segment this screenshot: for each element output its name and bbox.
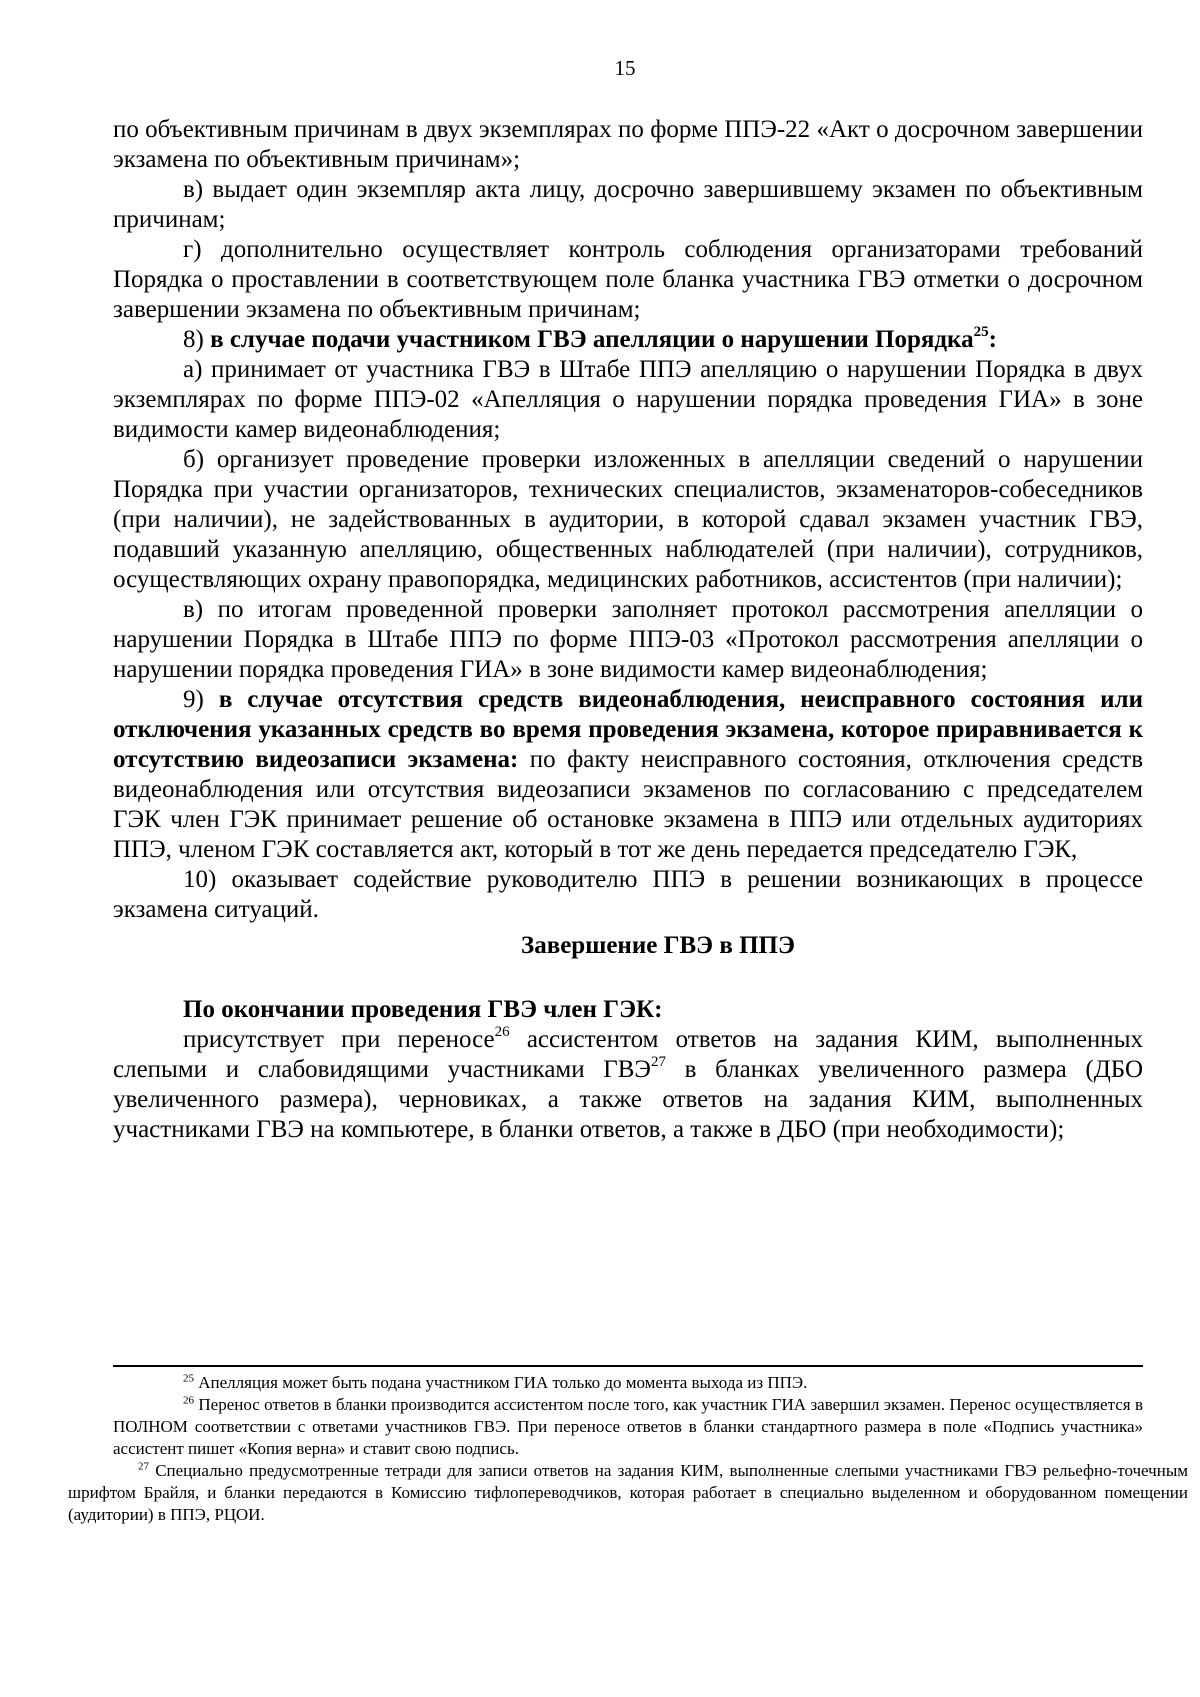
paragraph-item-9 <box>113 685 1143 865</box>
footnote-number: 25 <box>183 1372 194 1385</box>
text-part: в бланках увеличенного размера (ДБО увеличенного размера), черновиках, а также ответов на задания КИМ, выполненных участниками ГВЭ на компьютере, в бланки ответов, а также в ДБО (при необходимости); <box>113 1056 1143 1143</box>
paragraph-item-g: г) дополнительно осуществляет контроль соблюдения организаторами требований Порядка о проставлении в соответствующем поле бланка участника ГВЭ отметки о досрочном завершении экзамена по объективным причинам; <box>113 236 1143 323</box>
paragraph-item-a: а) принимает от участника ГВЭ в Штабе ППЭ апелляцию о нарушении Порядка в двух экземплярах по форме ППЭ-02 «Апелляция о нарушении порядка проведения ГИА» в зоне видимости камер видеонаблюдения; <box>113 356 1143 443</box>
body-text <box>113 115 1143 1145</box>
footnote-text: Специально предусмотренные тетради для записи ответов на задания КИМ, выполненные слепыми участниками ГВЭ рельефно-точечным шрифтом Брайля, и бланки передаются в Комиссию тифлопереводчиков, которая работает в специально выделенном и оборудованном помещении (аудитории) в ППЭ, РЦОИ. <box>68 1461 1188 1524</box>
item-text: по факту неисправного состояния, отключения средств видеонаблюдения или отсутствия видеозаписи экзаменов по согласованию с председателем ГЭК член ГЭК принимает решение об остановке экзамена в ППЭ или отдельных аудиториях ППЭ, членом ГЭК составляется акт, который в тот же день передается председателю ГЭК, <box>113 746 1143 863</box>
paragraph-item-v2: в) по итогам проведенной проверки заполняет протокол рассмотрения апелляции о нарушении Порядка в Штабе ППЭ по форме ППЭ-03 «Протокол рассмотрения апелляции о нарушении порядка проведения ГИА» в зоне видимости камер видеонаблюдения; <box>113 596 1143 683</box>
footnote-text: Перенос ответов в бланки производится ассистентом после того, как участник ГИА завершил экзамен. Перенос осуществляется в ПОЛНОМ соответствии с ответами участников ГВЭ. При переносе ответов в бланки стандартного размера в поле «Подпись участника» ассистент пишет «Копия верна» и ставит свою подпись. <box>113 1395 1143 1458</box>
text-part: присутствует при переносе <box>183 1026 495 1053</box>
section-heading: Завершение ГВЭ в ППЭ <box>521 932 795 959</box>
footnote-number: 26 <box>183 1394 194 1407</box>
page-number: 15 <box>614 56 636 80</box>
item-colon: : <box>988 326 997 353</box>
paragraph-continuation: по объективным причинам в двух экземплярах по форме ППЭ-22 «Акт о досрочном завершении экзамена по объективным причинам»; <box>113 116 1143 173</box>
footnote-number: 27 <box>138 1460 149 1473</box>
footnote-ref-26: 26 <box>494 1023 510 1040</box>
paragraph-item-b: б) организует проведение проверки изложенных в апелляции сведений о нарушении Порядка при участии организаторов, технических специалистов, экзаменаторов-собеседников (при наличии), не задействованных в аудитории, в которой сдавал экзамен участник ГВЭ, подавший указанную апелляцию, общественных наблюдателей (при наличии), сотрудников, осуществляющих охрану правопорядка, медицинских работников, ассистентов (при наличии); <box>113 446 1143 593</box>
footnotes <box>68 1372 1188 1526</box>
paragraph-item-10: 10) оказывает содействие руководителю ППЭ в решении возникающих в процессе экзамена ситуаций. <box>113 866 1143 923</box>
footnote-separator <box>113 1365 1143 1367</box>
paragraph-item-8 <box>113 325 1143 355</box>
footnote-25 <box>113 1372 1143 1394</box>
footnote-text: Апелляция может быть подана участником ГИА только до момента выхода из ППЭ. <box>194 1373 808 1392</box>
paragraph-transfer <box>113 1025 1143 1145</box>
footnote-ref-27: 27 <box>650 1053 666 1070</box>
text-part: ассистентом ответов на задания КИМ, выполненных слепыми и слабовидящими участниками ГВЭ <box>113 1026 1143 1083</box>
item-bold-text: в случае подачи участником ГВЭ апелляции о нарушении Порядка <box>210 326 974 353</box>
footnote-ref-25: 25 <box>973 323 989 340</box>
paragraph-item-v: в) выдает один экземпляр акта лицу, досрочно завершившему экзамен по объективным причинам; <box>113 176 1143 233</box>
item-bold-text: в случае отсутствия средств видеонаблюдения, неисправного состояния или отключения указанных средств во время проведения экзамена, которое приравнивается к отсутствию видеозаписи экзамена: <box>113 686 1143 773</box>
item-number: 9) <box>183 686 219 713</box>
sub-heading: По окончании проведения ГВЭ член ГЭК: <box>183 996 663 1023</box>
item-number: 8) <box>183 326 211 353</box>
footnote-27 <box>68 1460 1188 1526</box>
footnote-26 <box>113 1394 1143 1460</box>
